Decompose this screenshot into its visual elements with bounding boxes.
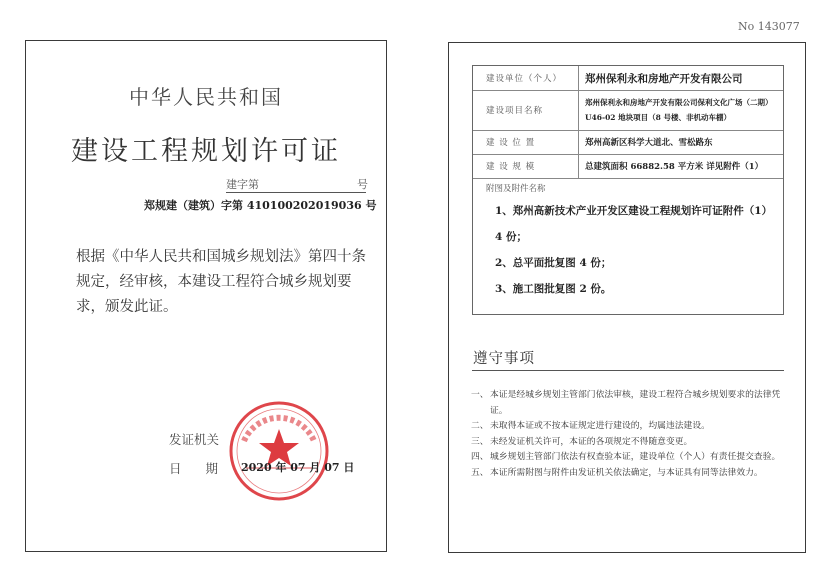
- project-info-table: [472, 65, 784, 315]
- row-label: 建设项目名称: [473, 90, 579, 130]
- date-label: 日 期: [169, 461, 218, 476]
- table-row: [473, 66, 783, 91]
- serial-number: No 143077: [738, 20, 800, 33]
- annex-item: 2、总平面批复图 4 份；: [495, 257, 612, 269]
- list-item: [471, 466, 791, 482]
- table-row: [473, 130, 783, 155]
- row-value: 郑州保利永和房地产开发有限公司: [585, 72, 743, 85]
- notice-text: 未取得本证或不按本证规定进行建设的，均属违法建设。: [490, 421, 710, 431]
- notice-number: 五、: [471, 467, 489, 478]
- notice-text: 未经发证机关许可，本证的各项规定不得随意变更。: [490, 436, 693, 447]
- notice-number: 四、: [471, 452, 489, 462]
- divider: [472, 370, 784, 371]
- country-name: 中华人民共和国: [129, 85, 283, 109]
- list-item: [471, 388, 791, 419]
- permit-statement: 根据《中华人民共和国城乡规划法》第四十条规定，经审核，本建设工程符合城乡规划要求，颁发此证。: [76, 249, 366, 315]
- notice-text: 本证所需附图与附件由发证机关依法确定，与本证具有同等法律效力。: [490, 467, 763, 478]
- annex-item: 3、施工图批复图 2 份。: [495, 283, 612, 295]
- certificate-number: 郑规建（建筑）字第 410100202019036 号: [144, 199, 377, 212]
- list-item: [471, 435, 791, 451]
- list-item: [471, 419, 791, 435]
- notice-number: 二、: [471, 421, 489, 431]
- word-suffix: 号: [357, 178, 368, 191]
- row-value: 总建筑面积 66882.58 平方米 详见附件（1）: [585, 162, 764, 172]
- row-label: 建设单位（个人）: [473, 66, 579, 90]
- issue-date: 2020 年 07 月 07 日: [241, 461, 355, 474]
- row-value: 郑州高新区科学大道北、雪松路东: [585, 138, 713, 148]
- word-number-line: [226, 176, 366, 193]
- permit-left-page: [25, 40, 387, 552]
- notice-number: 三、: [471, 436, 489, 447]
- row-label: 建 设 规 模: [473, 154, 579, 178]
- notice-text: 本证是经城乡规划主管部门依法审核，建设工程符合城乡规划要求的法律凭证。: [490, 390, 781, 416]
- table-row: [473, 154, 783, 179]
- notice-number: 一、: [471, 390, 489, 400]
- notice-title: 遵守事项: [473, 351, 535, 367]
- official-seal-icon: [224, 396, 334, 506]
- row-value: 郑州保利永和房地产开发有限公司保利文化广场（二期）U46-02 地块项目（8 号楼、非机动车棚）: [585, 98, 773, 122]
- issuer-label: 发证机关: [169, 432, 220, 447]
- permit-right-page: [448, 42, 806, 553]
- annex-item: 1、郑州高新技术产业开发区建设工程规划许可证附件（1）: [495, 205, 773, 217]
- notice-list: [471, 388, 791, 481]
- permit-title: 建设工程规划许可证: [71, 136, 341, 167]
- row-label: 建 设 位 置: [473, 130, 579, 154]
- table-row: [473, 90, 783, 131]
- annex-label: 附图及附件名称: [486, 184, 546, 194]
- list-item: [471, 450, 791, 466]
- notice-text: 城乡规划主管部门依法有权查验本证，建设单位（个人）有责任提交查验。: [490, 452, 781, 462]
- annex-list: [495, 198, 785, 302]
- annex-item: 4 份；: [495, 231, 527, 243]
- word-prefix: 建字第: [226, 178, 259, 191]
